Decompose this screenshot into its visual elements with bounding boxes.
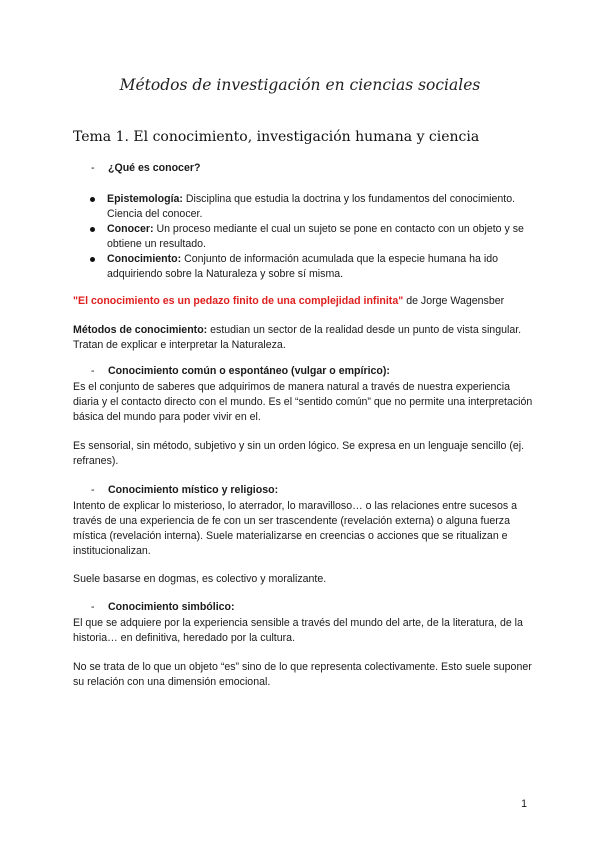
comun-heading xyxy=(91,365,390,377)
comun-paragraph-1: Es el conjunto de saberes que adquirimos de manera natural a través de nuestra experiencia diaria y el contacto directo con el mundo. Es el “sentido común” que no permite una interpretación básica del mundo para poder vivir en el. xyxy=(73,381,533,423)
simbolico-paragraph-1: El que se adquiere por la experiencia sensible a través del mundo del arte, de la literatura, de la historia… en definitiva, heredado por la cultura. xyxy=(73,617,523,644)
list-item xyxy=(90,222,530,252)
section-heading: Tema 1. El conocimiento, investigación humana y ciencia xyxy=(73,129,480,145)
question-text: ¿Qué es conocer? xyxy=(108,162,201,174)
dash-marker: - xyxy=(91,601,95,613)
list-item xyxy=(90,252,530,282)
definitions-list xyxy=(90,192,530,282)
dash-marker: - xyxy=(91,365,95,377)
simbolico-heading xyxy=(91,601,235,613)
comun-heading-text: Conocimiento común o espontáneo (vulgar o empírico): xyxy=(108,365,390,377)
quote-paragraph xyxy=(73,294,533,309)
bullet-icon xyxy=(90,227,95,232)
mistico-heading xyxy=(91,484,278,496)
list-item xyxy=(90,192,530,222)
mistico-paragraph-2: Suele basarse en dogmas, es colectivo y moralizante. xyxy=(73,573,327,585)
methods-paragraph xyxy=(73,323,533,353)
comun-paragraph-2: Es sensorial, sin método, subjetivo y sin un orden lógico. Se expresa en un lenguaje sencillo (ej. refranes). xyxy=(73,440,525,467)
quote-text: "El conocimiento es un pedazo finito de una complejidad infinita" xyxy=(73,295,404,307)
question-heading xyxy=(91,162,200,174)
dash-marker: - xyxy=(91,484,95,496)
definition-text: Un proceso mediante el cual un sujeto se pone en contacto con un objeto y se obtiene un resultado. xyxy=(107,223,524,250)
bullet-icon xyxy=(90,257,95,262)
page-number: 1 xyxy=(521,798,527,810)
definition-term: Conocer: xyxy=(107,223,154,235)
simbolico-heading-text: Conocimiento simbólico: xyxy=(108,601,235,613)
mistico-paragraph-1: Intento de explicar lo misterioso, lo aterrador, lo maravilloso… o las relaciones entre sucesos a través de una experiencia de fe con un ser trascendente (revelación externa) o alguna fuerza mística (revelación interna). Suele materializarse en creencias o acciones que se ritualizan e institucionalizan. xyxy=(73,500,517,557)
simbolico-paragraph-2: No se trata de lo que un objeto “es” sino de lo que representa colectivamente. Esto suele suponer su relación con una dimensión emocional. xyxy=(73,661,532,688)
definition-text: Disciplina que estudia la doctrina y los fundamentos del conocimiento. Ciencia del conocer. xyxy=(107,193,516,220)
definition-term: Conocimiento: xyxy=(107,253,182,265)
mistico-heading-text: Conocimiento místico y religioso: xyxy=(108,484,279,496)
methods-text: estudian un sector de la realidad desde un punto de vista singular. Tratan de explicar e interpretar la Naturaleza. xyxy=(73,324,522,351)
document-title: Métodos de investigación en ciencias sociales xyxy=(119,76,481,94)
dash-marker: - xyxy=(91,162,95,174)
bullet-icon xyxy=(90,197,95,202)
methods-label: Métodos de conocimiento: xyxy=(73,324,208,336)
definition-text: Conjunto de información acumulada que la especie humana ha ido adquiriendo sobre la Naturaleza y sobre sí misma. xyxy=(107,253,499,280)
quote-author: de Jorge Wagensber xyxy=(403,295,505,307)
definition-term: Epistemología: xyxy=(107,193,183,205)
